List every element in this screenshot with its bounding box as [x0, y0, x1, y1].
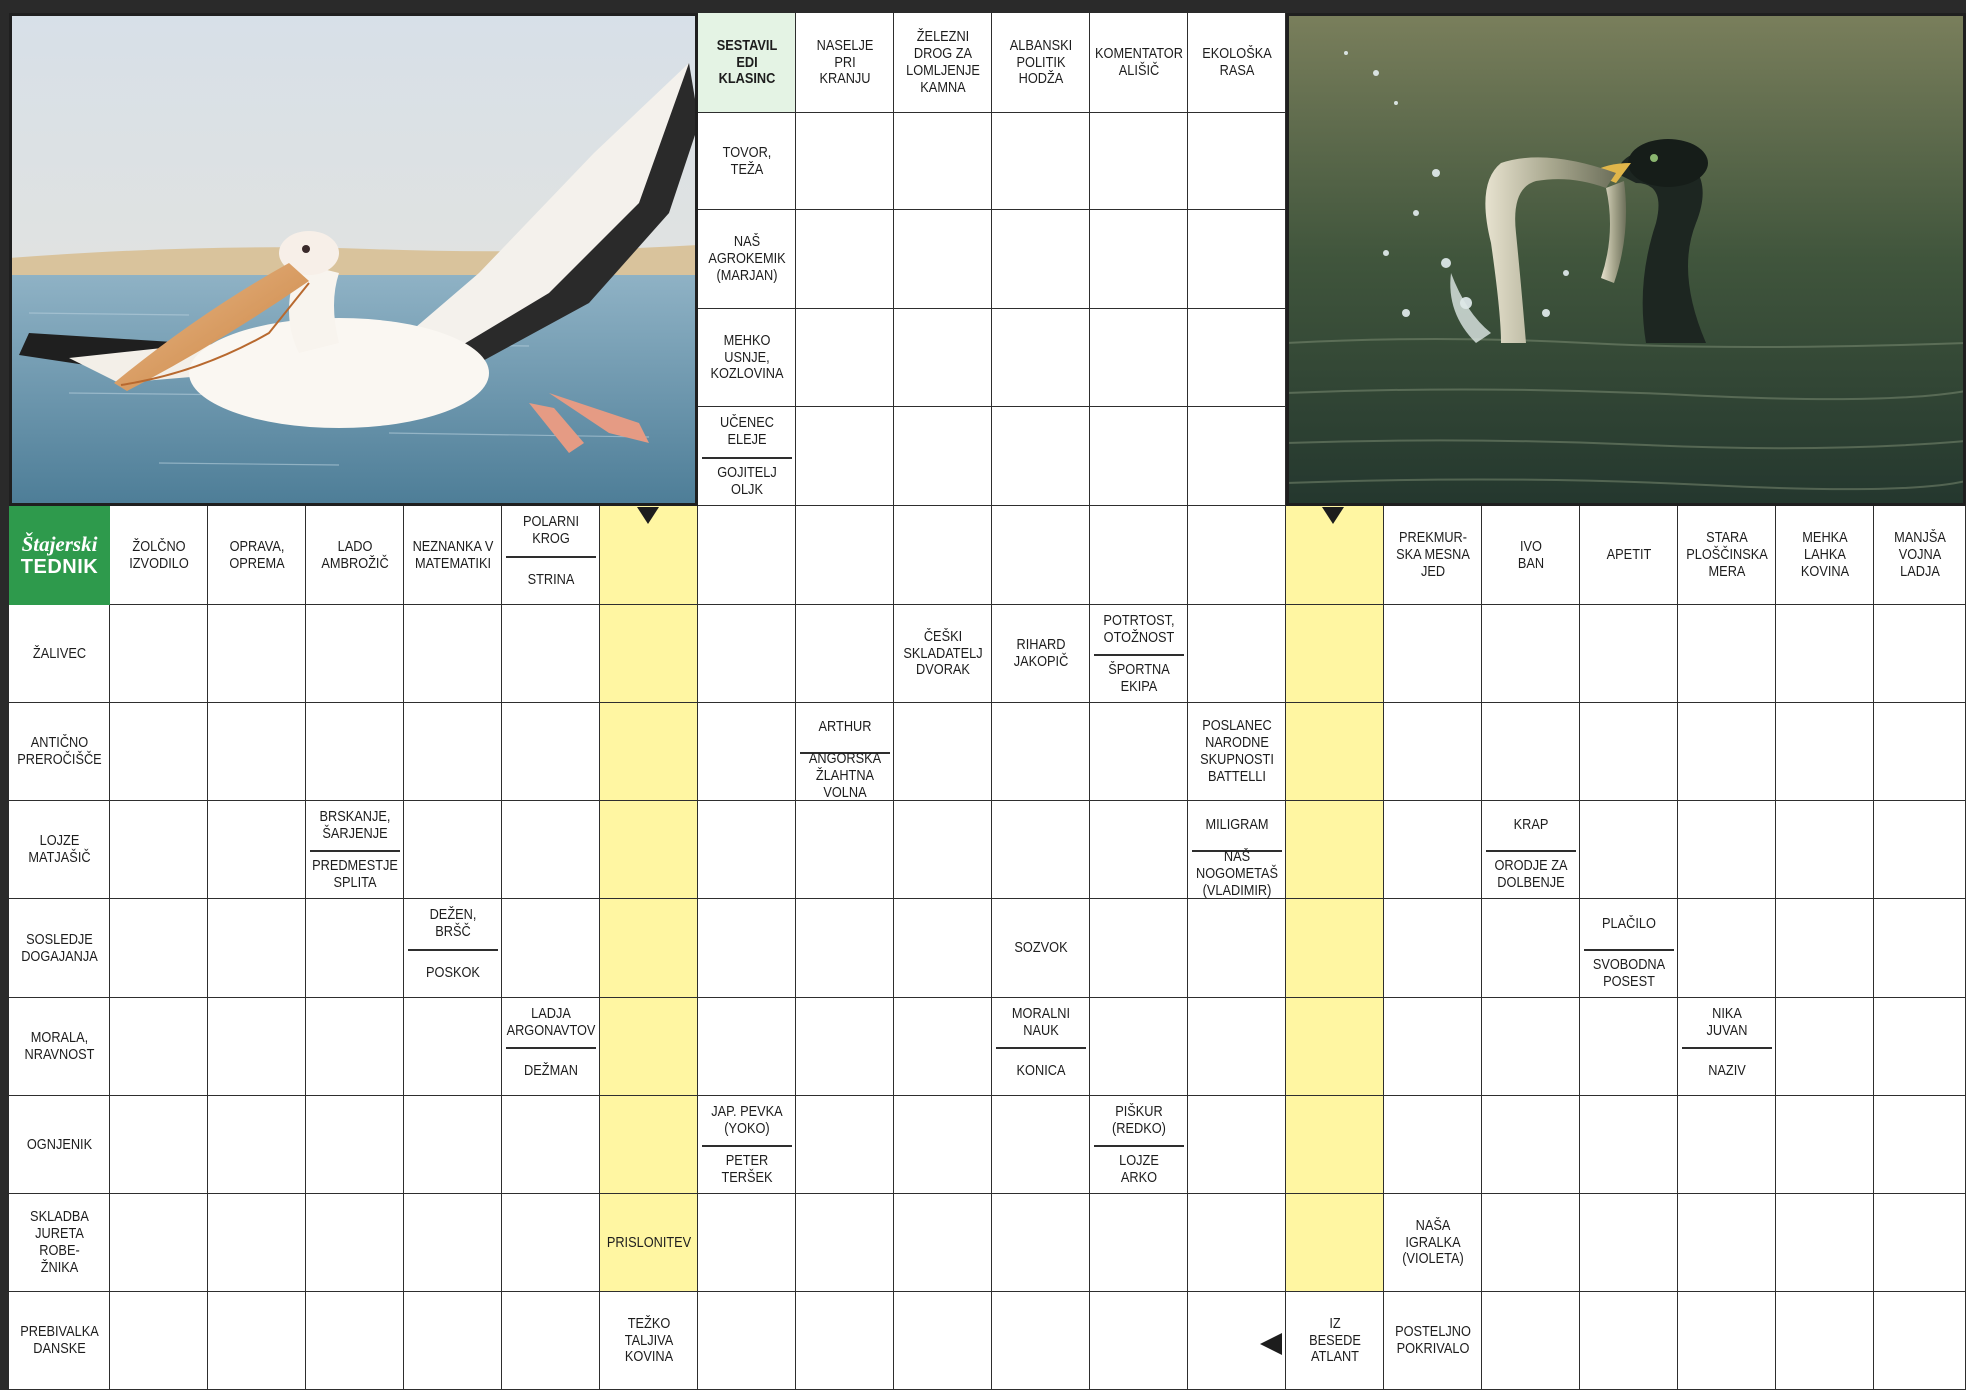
answer-cell[interactable]: [1384, 703, 1482, 801]
answer-cell[interactable]: [1090, 113, 1188, 210]
answer-cell[interactable]: [1580, 801, 1678, 899]
answer-cell[interactable]: [1874, 899, 1966, 998]
answer-cell[interactable]: [1384, 801, 1482, 899]
answer-cell[interactable]: [306, 1194, 404, 1292]
answer-cell[interactable]: [992, 1292, 1090, 1390]
answer-cell[interactable]: [1874, 1194, 1966, 1292]
answer-cell[interactable]: [894, 210, 992, 309]
clue-text: PETER TERŠEK: [721, 1152, 773, 1186]
clue-text: LOJZE ARKO: [1119, 1152, 1159, 1186]
clue-text: MANJŠA VOJNA LADJA: [1894, 530, 1946, 580]
clue-text: MORALNI NAUK: [1011, 1005, 1071, 1039]
answer-cell[interactable]: [1482, 1096, 1580, 1194]
answer-cell[interactable]: [1678, 899, 1776, 998]
answer-cell[interactable]: [1678, 703, 1776, 801]
answer-cell[interactable]: [894, 1292, 992, 1390]
answer-cell[interactable]: [1384, 605, 1482, 703]
answer-cell[interactable]: [1188, 899, 1286, 998]
answer-cell[interactable]: [1678, 1096, 1776, 1194]
answer-cell[interactable]: [992, 1194, 1090, 1292]
answer-cell[interactable]: [110, 801, 208, 899]
answer-cell[interactable]: [1482, 899, 1580, 998]
clue-text: GOJITELJ OLJK: [717, 464, 777, 498]
answer-cell[interactable]: [1580, 605, 1678, 703]
answer-cell[interactable]: [1188, 210, 1286, 309]
answer-cell[interactable]: [1776, 998, 1874, 1096]
answer-cell[interactable]: [600, 899, 698, 998]
answer-cell[interactable]: [894, 801, 992, 899]
answer-cell[interactable]: [796, 605, 894, 703]
answer-cell[interactable]: [698, 998, 796, 1096]
answer-cell[interactable]: [894, 309, 992, 407]
answer-cell[interactable]: [796, 407, 894, 506]
cormorant-photo: [1286, 13, 1966, 506]
answer-cell[interactable]: [894, 506, 992, 605]
answer-cell[interactable]: [110, 1096, 208, 1194]
answer-cell[interactable]: [1482, 703, 1580, 801]
answer-cell[interactable]: [698, 1292, 796, 1390]
clue-text: DEŽEN, BRŠČ: [429, 907, 477, 940]
clue-text: APETIT: [1606, 547, 1652, 564]
answer-cell[interactable]: [894, 407, 992, 506]
answer-cell[interactable]: [208, 899, 306, 998]
answer-cell[interactable]: [1286, 899, 1384, 998]
answer-cell[interactable]: [1776, 801, 1874, 899]
clue-text: ČEŠKI SKLADATELJ DVORAK: [903, 628, 983, 679]
answer-cell[interactable]: [698, 801, 796, 899]
clue-text: ŠPORTNA EKIPA: [1108, 661, 1170, 695]
answer-cell[interactable]: [208, 605, 306, 703]
answer-cell[interactable]: [1678, 801, 1776, 899]
answer-cell[interactable]: [698, 605, 796, 703]
answer-cell[interactable]: [1776, 899, 1874, 998]
answer-cell[interactable]: [796, 309, 894, 407]
clue-text: TEŽKO TALJIVA KOVINA: [624, 1315, 674, 1366]
answer-cell[interactable]: [698, 899, 796, 998]
answer-cell[interactable]: [1286, 605, 1384, 703]
answer-cell[interactable]: [306, 605, 404, 703]
answer-cell[interactable]: [1874, 605, 1966, 703]
arrow-down-icon: [637, 507, 659, 524]
clue-text: BRSKANJE, ŠARJENJE: [319, 808, 391, 842]
clue-text: SKLADBA JURETA ROBE- ŽNIKA: [30, 1209, 89, 1276]
answer-cell[interactable]: [1874, 801, 1966, 899]
answer-cell[interactable]: [698, 703, 796, 801]
clue-text: ARTHUR: [818, 719, 872, 736]
answer-cell[interactable]: [992, 309, 1090, 407]
clue-text: ŽELEZNI DROG ZA LOMLJENJE KAMNA: [906, 29, 980, 96]
answer-cell[interactable]: [600, 703, 698, 801]
answer-cell[interactable]: [1286, 1194, 1384, 1292]
clue-text: IVO BAN: [1517, 538, 1545, 572]
clue-text: NAZIV: [1708, 1063, 1746, 1080]
answer-cell[interactable]: [404, 1292, 502, 1390]
answer-cell[interactable]: [208, 1292, 306, 1390]
answer-cell[interactable]: [110, 1194, 208, 1292]
answer-cell[interactable]: [110, 605, 208, 703]
answer-cell[interactable]: [306, 1096, 404, 1194]
answer-cell[interactable]: [502, 605, 600, 703]
answer-cell[interactable]: [1188, 506, 1286, 605]
answer-cell[interactable]: [208, 1096, 306, 1194]
answer-cell[interactable]: [1776, 703, 1874, 801]
answer-cell[interactable]: [698, 506, 796, 605]
arrow-down-icon: [1322, 507, 1344, 524]
clue-text: SVOBODNA POSEST: [1592, 956, 1666, 990]
answer-cell[interactable]: [502, 1194, 600, 1292]
answer-cell[interactable]: [502, 1096, 600, 1194]
answer-cell[interactable]: [1090, 309, 1188, 407]
clue-text: STRINA: [527, 572, 575, 589]
answer-cell[interactable]: [1286, 801, 1384, 899]
clue-text: NAŠA IGRALKA (VIOLETA): [1402, 1217, 1464, 1268]
answer-cell[interactable]: [1188, 309, 1286, 407]
answer-cell[interactable]: [306, 899, 404, 998]
clue-text: POSLANEC NARODNE SKUPNOSTI BATTELLI: [1200, 718, 1274, 785]
arrow-left-icon: [1260, 1333, 1282, 1355]
answer-cell[interactable]: [894, 1194, 992, 1292]
answer-cell[interactable]: [796, 1096, 894, 1194]
clue-text: STARA PLOŠČINSKA MERA: [1686, 530, 1768, 580]
clue-text: LOJZE MATJAŠIČ: [28, 833, 91, 866]
answer-cell[interactable]: [1090, 407, 1188, 506]
answer-cell[interactable]: [208, 801, 306, 899]
answer-cell[interactable]: [600, 605, 698, 703]
stajerski-tednik-logo: [9, 506, 110, 605]
answer-cell[interactable]: [1874, 1292, 1966, 1390]
answer-cell[interactable]: [110, 899, 208, 998]
answer-cell[interactable]: [502, 899, 600, 998]
answer-cell[interactable]: [502, 801, 600, 899]
answer-cell[interactable]: [1482, 998, 1580, 1096]
clue-text: PREKMUR- SKA MESNA JED: [1396, 530, 1470, 580]
clue-text: PRISLONITEV: [606, 1234, 692, 1251]
answer-cell[interactable]: [1384, 998, 1482, 1096]
answer-cell[interactable]: [992, 407, 1090, 506]
clue-text: LADJA ARGONAVTOV: [506, 1005, 596, 1039]
pelican-photo: [9, 13, 698, 506]
answer-cell[interactable]: [1188, 113, 1286, 210]
answer-cell[interactable]: [894, 899, 992, 998]
answer-cell[interactable]: [1580, 703, 1678, 801]
answer-cell[interactable]: [208, 1194, 306, 1292]
answer-cell[interactable]: [1482, 605, 1580, 703]
answer-cell[interactable]: [992, 1096, 1090, 1194]
clue-text: NIKA JUVAN: [1706, 1005, 1748, 1039]
logo-line1: Štajerski: [21, 532, 98, 557]
answer-cell[interactable]: [992, 801, 1090, 899]
clue-text: ŽALIVEC: [32, 645, 87, 662]
answer-cell[interactable]: [600, 1096, 698, 1194]
answer-cell[interactable]: [306, 703, 404, 801]
clue-text: MEHKO USNJE, KOZLOVINA: [710, 332, 784, 383]
answer-cell[interactable]: [600, 801, 698, 899]
clue-text: UČENEC ELEJE: [720, 415, 774, 448]
answer-cell[interactable]: [1090, 899, 1188, 998]
answer-cell[interactable]: [1090, 998, 1188, 1096]
clue-text: POSKOK: [426, 965, 480, 982]
answer-cell[interactable]: [502, 1292, 600, 1390]
answer-cell[interactable]: [1580, 1292, 1678, 1390]
clue-text: POSTELJNO POKRIVALO: [1395, 1324, 1471, 1357]
clue-text: JAP. PEVKA (YOKO): [711, 1103, 783, 1137]
answer-cell[interactable]: [208, 998, 306, 1096]
answer-cell[interactable]: [1286, 1096, 1384, 1194]
clue-text: SOSLEDJE DOGAJANJA: [21, 931, 98, 965]
clue-text: RIHARD JAKOPIČ: [1013, 637, 1069, 670]
answer-cell[interactable]: [894, 1096, 992, 1194]
clue-text: LADO AMBROŽIČ: [321, 538, 389, 572]
answer-cell[interactable]: [404, 801, 502, 899]
answer-cell[interactable]: [1090, 506, 1188, 605]
top-border: [0, 0, 1966, 13]
answer-cell[interactable]: [796, 1292, 894, 1390]
answer-cell[interactable]: [404, 1194, 502, 1292]
answer-cell[interactable]: [110, 1292, 208, 1390]
answer-cell[interactable]: [404, 605, 502, 703]
answer-cell[interactable]: [1776, 1194, 1874, 1292]
clue-text: OPRAVA, OPREMA: [229, 538, 285, 572]
clue-text: ANGORSKA ŽLAHTNA VOLNA: [808, 751, 882, 801]
answer-cell[interactable]: [404, 1096, 502, 1194]
clue-text: ANTIČNO PREROČIŠČE: [17, 735, 102, 768]
answer-cell[interactable]: [1384, 899, 1482, 998]
answer-cell[interactable]: [1286, 703, 1384, 801]
answer-cell[interactable]: [796, 801, 894, 899]
logo-line2: TEDNIK: [20, 555, 99, 578]
answer-cell[interactable]: [1188, 1194, 1286, 1292]
answer-cell[interactable]: [1678, 605, 1776, 703]
answer-cell[interactable]: [796, 210, 894, 309]
answer-cell[interactable]: [992, 210, 1090, 309]
clue-text: PLAČILO: [1602, 915, 1656, 932]
answer-cell[interactable]: [404, 998, 502, 1096]
answer-cell[interactable]: [1776, 1292, 1874, 1390]
answer-cell[interactable]: [1874, 703, 1966, 801]
clue-text: ORODJE ZA DOLBENJE: [1494, 857, 1568, 891]
answer-cell[interactable]: [1090, 703, 1188, 801]
clue-text: POTRTOST, OTOŽNOST: [1103, 612, 1175, 646]
answer-cell[interactable]: [110, 703, 208, 801]
answer-cell[interactable]: [208, 703, 306, 801]
answer-cell[interactable]: [1090, 1292, 1188, 1390]
clue-text: NASELJE PRI KRANJU: [816, 37, 874, 88]
answer-cell[interactable]: [306, 998, 404, 1096]
clue-text: MILIGRAM: [1205, 817, 1269, 834]
answer-cell[interactable]: [796, 113, 894, 210]
answer-cell[interactable]: [306, 1292, 404, 1390]
clue-text: ALBANSKI POLITIK HODŽA: [1009, 37, 1073, 88]
clue-text: ŽOLČNO IZVODILO: [129, 538, 189, 572]
answer-cell[interactable]: [1776, 605, 1874, 703]
answer-cell[interactable]: [1188, 605, 1286, 703]
answer-cell[interactable]: [1482, 1194, 1580, 1292]
answer-cell[interactable]: [1482, 1292, 1580, 1390]
answer-cell[interactable]: [1580, 998, 1678, 1096]
answer-cell[interactable]: [110, 998, 208, 1096]
answer-cell[interactable]: [1090, 801, 1188, 899]
answer-cell[interactable]: [600, 998, 698, 1096]
clue-text: EKOLOŠKA RASA: [1202, 46, 1272, 79]
answer-cell[interactable]: [1188, 998, 1286, 1096]
clue-text: SOZVOK: [1014, 940, 1068, 957]
answer-cell[interactable]: [796, 899, 894, 998]
answer-cell[interactable]: [1090, 1194, 1188, 1292]
clue-text: KONICA: [1016, 1063, 1066, 1080]
answer-cell[interactable]: [796, 1194, 894, 1292]
clue-text: PIŠKUR (REDKO): [1112, 1103, 1166, 1137]
answer-cell[interactable]: [992, 703, 1090, 801]
answer-cell[interactable]: [1580, 1194, 1678, 1292]
answer-cell[interactable]: [502, 703, 600, 801]
answer-cell[interactable]: [992, 113, 1090, 210]
clue-text: OGNJENIK: [26, 1136, 93, 1153]
clue-text: PREDMESTJE SPLITA: [312, 857, 398, 891]
clue-text: MORALA, NRAVNOST: [24, 1030, 95, 1063]
answer-cell[interactable]: [1286, 998, 1384, 1096]
answer-cell[interactable]: [894, 703, 992, 801]
answer-cell[interactable]: [1678, 1292, 1776, 1390]
answer-cell[interactable]: [894, 998, 992, 1096]
clue-text: KRAP: [1513, 817, 1549, 834]
answer-cell[interactable]: [796, 998, 894, 1096]
answer-cell[interactable]: [1090, 210, 1188, 309]
clue-text: IZ BESEDE ATLANT: [1309, 1315, 1361, 1366]
answer-cell[interactable]: [404, 703, 502, 801]
answer-cell[interactable]: [1384, 1096, 1482, 1194]
answer-cell[interactable]: [1776, 1096, 1874, 1194]
clue-text: NAŠ NOGOMETAŠ (VLADIMIR): [1195, 849, 1279, 899]
clue-text: PREBIVALKA DANSKE: [20, 1324, 99, 1357]
answer-cell[interactable]: [1580, 1096, 1678, 1194]
clue-text: TOVOR, TEŽA: [722, 144, 772, 178]
clue-text: DEŽMAN: [524, 1063, 578, 1080]
left-border: [0, 0, 9, 1390]
answer-cell[interactable]: [992, 506, 1090, 605]
answer-cell[interactable]: [796, 506, 894, 605]
clue-text: POLARNI KROG: [522, 514, 580, 547]
clue-text: MEHKA LAHKA KOVINA: [1800, 530, 1850, 580]
clue-text: NEZNANKA V MATEMATIKI: [412, 538, 494, 572]
answer-cell[interactable]: [1874, 998, 1966, 1096]
author-credit: SESTAVIL EDI KLASINC: [716, 37, 778, 88]
answer-cell[interactable]: [1188, 1096, 1286, 1194]
clue-text: NAŠ AGROKEMIK (MARJAN): [708, 234, 786, 284]
answer-cell[interactable]: [1188, 407, 1286, 506]
clue-text: KOMENTATOR ALIŠIČ: [1095, 46, 1183, 79]
answer-cell[interactable]: [1678, 1194, 1776, 1292]
answer-cell[interactable]: [894, 113, 992, 210]
answer-cell[interactable]: [1874, 1096, 1966, 1194]
answer-cell[interactable]: [698, 1194, 796, 1292]
